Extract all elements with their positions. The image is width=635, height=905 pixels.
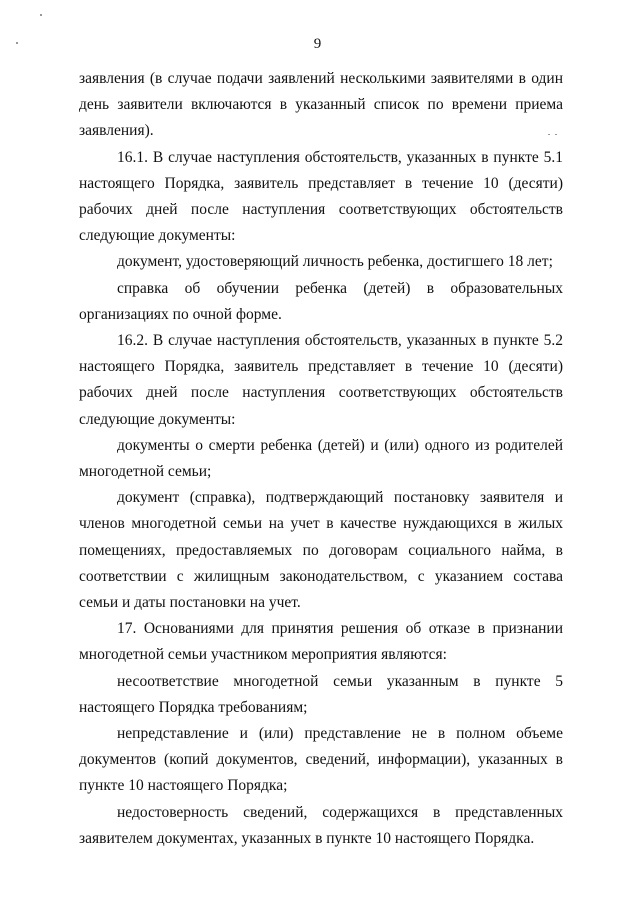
page-number: 9 xyxy=(313,36,322,52)
paragraph: 16.1. В случае наступления обстоятельств, указанных в пункте 5.1 настоящего Порядка, заявитель представляет в течение 10 (десяти) рабочих дней после наступления соответствующих обстоятельств следующие документы: xyxy=(79,148,563,245)
paragraph: недостоверность сведений, содержащихся в представленных заявителем документах, указанных в пункте 10 настоящего Порядка. xyxy=(79,803,563,847)
paragraph: документ (справка), подтверждающий постановку заявителя и членов многодетной семьи на учет в качестве нуждающихся в жилых помещениях, предоставляемых по договорам социального найма, в соответствии с жилищным законодательством, с указанием состава семьи и даты постановки на учет. xyxy=(79,489,563,612)
scan-speck xyxy=(16,42,18,44)
scan-speck xyxy=(548,134,550,135)
paragraph: документы о смерти ребенка (детей) и (или) одного из родителей многодетной семьи; xyxy=(79,436,563,481)
document-body xyxy=(79,66,563,852)
scan-speck xyxy=(40,14,42,16)
paragraph: заявления (в случае подачи заявлений несколькими заявителями в один день заявители включаются в указанный список по времени приема заявления). xyxy=(79,70,563,140)
paragraph: 17. Основаниями для принятия решения об отказе в признании многодетной семьи участником мероприятия являются: xyxy=(79,620,563,664)
scan-speck xyxy=(555,134,557,135)
paragraph: документ, удостоверяющий личность ребенка, достигшего 18 лет; xyxy=(117,253,553,271)
paragraph: несоответствие многодетной семьи указанным в пункте 5 настоящего Порядка требованиям; xyxy=(79,672,563,716)
paragraph: непредставление и (или) представление не в полном объеме документов (копий документов, сведений, информации), указанных в пункте 10 настоящего Порядка; xyxy=(79,725,563,795)
paragraph: 16.2. В случае наступления обстоятельств, указанных в пункте 5.2 настоящего Порядка, заявитель представляет в течение 10 (десяти) рабочих дней после наступления соответствующих обстоятельств следующие документы: xyxy=(79,332,563,428)
paragraph: справка об обучении ребенка (детей) в образовательных организациях по очной форме. xyxy=(79,279,563,323)
